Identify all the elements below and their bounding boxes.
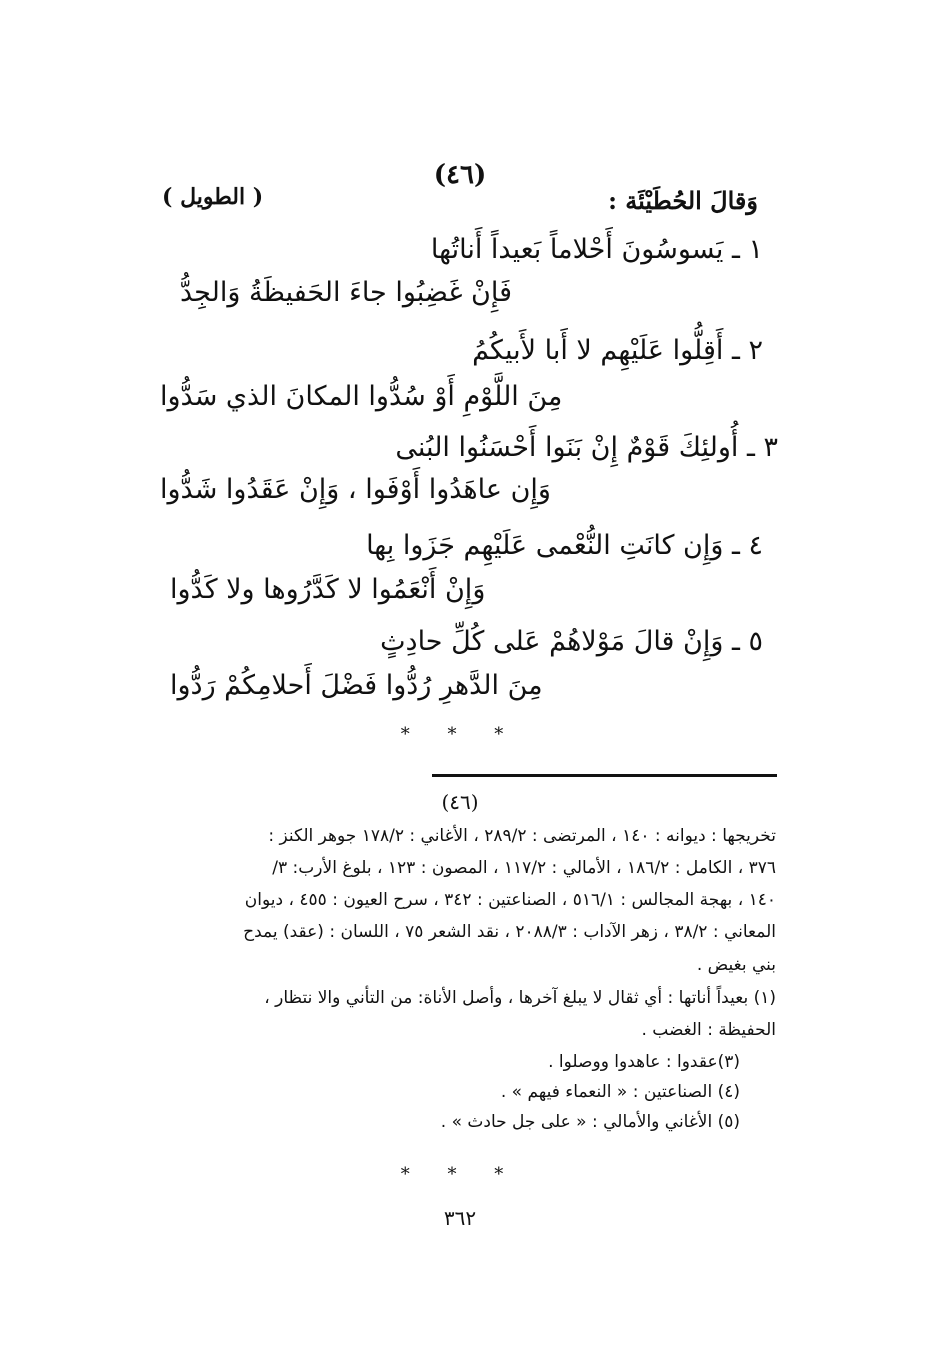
note-line: (١) بعيداً أناتها : أي ثقال لا يبلغ آخرها ، وأصل الأناة: من التأني والا نتظار ، — [264, 988, 776, 1008]
verse-line: ٢ ـ أَقِلُّوا عَلَيْهِم لا أَبا لأَبيكُمُ — [472, 335, 763, 366]
verse-line: مِنَ الدَّهرِ رُدُّوا فَضْلَ أَحلامِكُمْ رَدُّوا — [170, 670, 543, 701]
note-line: تخريجها : ديوانه : ١٤٠ ، المرتضى : ٢٨٩/٢ ، الأغاني : ١٧٨/٢ جوهر الكنز : — [268, 826, 776, 846]
notes-end-stars: * * * — [400, 1164, 520, 1185]
note-line: المعاني : ٣٨/٢ ، زهر الآداب : ٢٠٨٨/٣ ، نقد الشعر ٧٥ ، اللسان : (عقد) يمدح — [243, 922, 776, 942]
page-number: ٣٦٢ — [443, 1206, 477, 1230]
note-line: (٣)عقدوا : عاهدوا ووصلوا . — [548, 1052, 740, 1072]
note-line: الحفيظة : الغضب . — [641, 1020, 776, 1040]
note-line: (٥) الأغاني والأمالي : « على جل حادث » . — [440, 1112, 740, 1132]
poem-end-stars: * * * — [400, 724, 520, 745]
verse-line: ٣ ـ أُولئِكَ قَوْمٌ إِنْ بَنَوا أَحْسَنُوا البُنى — [395, 432, 778, 463]
verse-line: مِنَ اللَّوْمِ أَوْ سُدُّوا المكانَ الذي سَدُّوا — [160, 381, 563, 412]
poem-meter: ( الطويل ) — [162, 184, 264, 210]
verse-line: ٥ ـ وَإِنْ قالَ مَوْلاهُمْ عَلى كُلِّ حادِثٍ — [380, 626, 763, 657]
note-line: (٤) الصناعتين : « النعماء فيهم » . — [500, 1082, 740, 1102]
verse-line: فَإِنْ غَضِبُوا جاءَ الحَفيظَةُ وَالجِدُّ — [180, 277, 512, 308]
verse-line: وَإِن عاهَدُوا أَوْفَوا ، وَإِنْ عَقَدُوا شَدُّوا — [160, 474, 551, 505]
poem-number: (٤٦) — [433, 160, 487, 190]
verse-line: وَإِنْ أَنْعَمُوا لا كَدَّرُوها ولا كَدُّوا — [170, 574, 486, 605]
verse-line: ١ ـ يَسوسُونَ أَحْلاماً بَعيداً أَناتُها — [430, 234, 763, 265]
notes-number: (٤٦) — [441, 790, 479, 814]
note-line: ١٤٠ ، بهجة المجالس : ٥١٦/١ ، الصناعتين : ٣٤٢ ، سرح العيون : ٤٥٥ ، ديوان — [244, 890, 776, 910]
footnote-divider — [432, 774, 777, 777]
note-line: ٣٧٦ ، الكامل : ١٨٦/٢ ، الأمالي : ١١٧/٢ ، المصون : ١٢٣ ، بلوغ الأرب: ٣/ — [272, 858, 776, 878]
poem-intro: وَقالَ الحُطَيْئَة : — [608, 186, 758, 215]
note-line: بني بغيض . — [696, 955, 776, 975]
verse-line: ٤ ـ وَإِن كانَتِ النُّعْمى عَلَيْهِم جَزَوا بِها — [366, 530, 763, 561]
